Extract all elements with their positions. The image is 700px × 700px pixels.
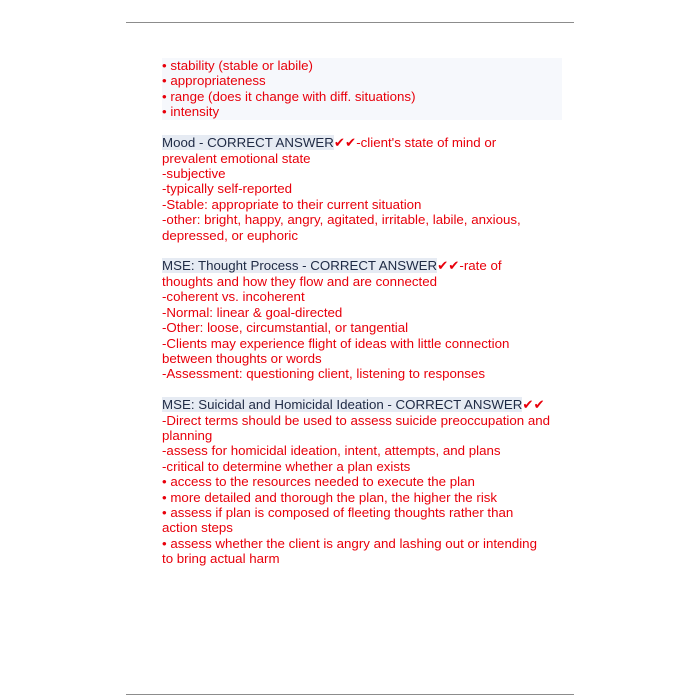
list-item: • stability (stable or labile) xyxy=(162,58,562,73)
qa-section-suicidal-homicidal-ideation xyxy=(162,397,562,566)
answer-text: -rate of xyxy=(459,258,502,274)
answer-line: between thoughts or words xyxy=(162,350,322,366)
double-check-icon: ✔✔ xyxy=(437,258,460,274)
answer-line: action steps xyxy=(162,520,233,536)
question-text: MSE: Suicidal and Homicidal Ideation - CORRECT ANSWER xyxy=(162,397,523,413)
answer-line: -Assessment: questioning client, listening to responses xyxy=(162,366,485,382)
qa-section-mood xyxy=(162,135,562,243)
answer-line: to bring actual harm xyxy=(162,551,280,567)
qa-question-line xyxy=(162,135,562,150)
qa-question-line xyxy=(162,397,562,412)
answer-line: thoughts and how they flow and are connected xyxy=(162,273,437,289)
double-check-icon: ✔✔ xyxy=(522,397,545,413)
answer-line: depressed, or euphoric xyxy=(162,227,299,243)
answer-line: prevalent emotional state xyxy=(162,150,311,166)
list-item: • intensity xyxy=(162,104,562,119)
list-item: • range (does it change with diff. situations) xyxy=(162,89,562,104)
answer-line: -Normal: linear & goal-directed xyxy=(162,304,343,320)
answer-line: -typically self-reported xyxy=(162,181,293,197)
qa-question-line xyxy=(162,258,562,273)
answer-line: -Clients may experience flight of ideas with little connection xyxy=(162,335,510,351)
question-text: MSE: Thought Process - CORRECT ANSWER xyxy=(162,258,438,274)
answer-line: -Direct terms should be used to assess suicide preoccupation and xyxy=(162,412,551,428)
answer-line: • more detailed and thorough the plan, the higher the risk xyxy=(162,489,498,505)
list-item: • appropriateness xyxy=(162,73,562,88)
page-top-rule xyxy=(126,22,574,23)
answer-line: • assess whether the client is angry and lashing out or intending xyxy=(162,535,537,551)
page-bottom-rule xyxy=(126,694,574,695)
answer-line: -Stable: appropriate to their current situation xyxy=(162,196,422,212)
qa-section-thought-process xyxy=(162,258,562,381)
answer-line: • access to the resources needed to execute the plan xyxy=(162,474,475,490)
double-check-icon: ✔✔ xyxy=(333,135,357,151)
answer-line: -subjective xyxy=(162,165,226,181)
intro-bullet-list xyxy=(162,58,562,120)
answer-line: planning xyxy=(162,428,213,444)
answer-line: -critical to determine whether a plan exists xyxy=(162,458,411,474)
answer-line: -assess for homicidal ideation, intent, attempts, and plans xyxy=(162,443,501,459)
document-body xyxy=(162,58,562,567)
answer-line: -coherent vs. incoherent xyxy=(162,289,305,305)
question-text: Mood - CORRECT ANSWER xyxy=(162,135,334,151)
answer-line: -other: bright, happy, angry, agitated, irritable, labile, anxious, xyxy=(162,212,521,228)
answer-line: -Other: loose, circumstantial, or tangential xyxy=(162,320,409,336)
answer-text: -client's state of mind or xyxy=(356,135,497,151)
answer-line: • assess if plan is composed of fleeting thoughts rather than xyxy=(162,505,514,521)
